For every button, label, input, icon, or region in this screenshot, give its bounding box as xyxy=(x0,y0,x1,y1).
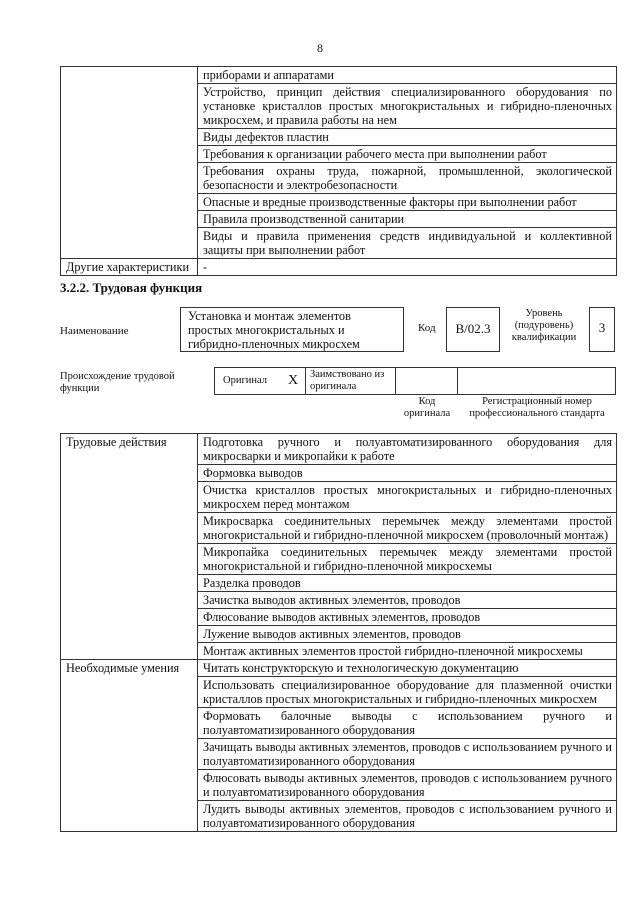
row-text: Лудить выводы активных элементов, проводов с использованием ручного и полуавтоматизированного оборудования xyxy=(198,801,617,832)
labor-actions-table xyxy=(60,433,617,832)
table-row xyxy=(61,708,617,739)
row-label xyxy=(61,84,198,129)
row-text: Устройство, принцип действия специализированного оборудования по установке кристаллов простых многокристальных и гибридно-пленочных микросхем, и правила работы на нем xyxy=(198,84,617,129)
table-row xyxy=(61,228,617,259)
row-label: Необходимые умения xyxy=(61,660,198,677)
table-row xyxy=(61,660,617,677)
table-row xyxy=(61,513,617,544)
row-label xyxy=(61,465,198,482)
row-label xyxy=(61,739,198,770)
divider-2 xyxy=(395,368,396,394)
table-row xyxy=(61,211,617,228)
row-label xyxy=(61,228,198,259)
table-row xyxy=(61,643,617,660)
borrowed-label: Заимствовано из оригинала xyxy=(310,369,385,392)
row-label xyxy=(61,575,198,592)
row-label xyxy=(61,129,198,146)
divider-1 xyxy=(305,368,306,394)
row-label xyxy=(61,677,198,708)
row-text: - xyxy=(198,259,617,276)
table-row xyxy=(61,129,617,146)
row-text: Флюсование выводов активных элементов, проводов xyxy=(198,609,617,626)
table-row xyxy=(61,434,617,465)
row-text: Виды дефектов пластин xyxy=(198,129,617,146)
row-label xyxy=(61,592,198,609)
table-row xyxy=(61,465,617,482)
divider-3 xyxy=(457,368,458,394)
row-text: Опасные и вредные производственные факторы при выполнении работ xyxy=(198,194,617,211)
level-value: 3 xyxy=(598,320,606,335)
table-row xyxy=(61,84,617,129)
table-row xyxy=(61,67,617,84)
row-text: Разделка проводов xyxy=(198,575,617,592)
table-row xyxy=(61,770,617,801)
table-row xyxy=(61,592,617,609)
row-label xyxy=(61,482,198,513)
row-text: Зачищать выводы активных элементов, проводов с использованием ручного и полуавтоматизированного оборудования xyxy=(198,739,617,770)
original-mark: X xyxy=(288,373,299,388)
row-label xyxy=(61,146,198,163)
row-label xyxy=(61,211,198,228)
row-text: Читать конструкторскую и технологическую документацию xyxy=(198,660,617,677)
row-text: Монтаж активных элементов простой гибридно-пленочной микросхемы xyxy=(198,643,617,660)
row-text: Формовка выводов xyxy=(198,465,617,482)
origin-box xyxy=(214,367,616,395)
knowledge-table-continued xyxy=(60,66,617,276)
table-row xyxy=(61,801,617,832)
row-label xyxy=(61,643,198,660)
table-row xyxy=(61,163,617,194)
row-label: Другие характеристики xyxy=(61,259,198,276)
table-row xyxy=(61,146,617,163)
row-label xyxy=(61,609,198,626)
table-row xyxy=(61,609,617,626)
table-row xyxy=(61,544,617,575)
row-text: Микросварка соединительных перемычек между элементами простой многокристальной и гибридно-пленочной микросхем (проволочный монтаж) xyxy=(198,513,617,544)
row-label: Трудовые действия xyxy=(61,434,198,465)
code-original-label: Код оригинала xyxy=(403,396,451,419)
row-label xyxy=(61,801,198,832)
origin-label: Происхождение трудовой функции xyxy=(60,371,175,394)
table-row xyxy=(61,482,617,513)
name-label: Наименование xyxy=(60,325,129,337)
row-text: приборами и аппаратами xyxy=(198,67,617,84)
row-text: Правила производственной санитарии xyxy=(198,211,617,228)
table-row xyxy=(61,194,617,211)
row-label xyxy=(61,544,198,575)
row-text: Формовать балочные выводы с использованием ручного и полуавтоматизированного оборудования xyxy=(198,708,617,739)
code-value: В/02.3 xyxy=(455,321,491,336)
original-label: Оригинал xyxy=(223,375,267,386)
table-row xyxy=(61,259,617,276)
row-label xyxy=(61,67,198,84)
level-box xyxy=(589,307,615,352)
row-label xyxy=(61,513,198,544)
table-row xyxy=(61,677,617,708)
row-text: Зачистка выводов активных элементов, проводов xyxy=(198,592,617,609)
row-label xyxy=(61,626,198,643)
function-name-box xyxy=(180,307,404,352)
row-text: Лужение выводов активных элементов, проводов xyxy=(198,626,617,643)
code-label: Код xyxy=(418,322,436,334)
row-text: Подготовка ручного и полуавтоматизированного оборудования для микросварки и микропайки к работе xyxy=(198,434,617,465)
row-label xyxy=(61,194,198,211)
table-row xyxy=(61,626,617,643)
row-text: Флюсовать выводы активных элементов, проводов с использованием ручного и полуавтоматизированного оборудования xyxy=(198,770,617,801)
function-name-value: Установка и монтаж элементов простых многокристальных и гибридно-пленочных микросхем xyxy=(188,309,360,351)
row-text: Использовать специализированное оборудование для плазменной очистки кристаллов простых многокристальных и гибридно-пленочных микросхем xyxy=(198,677,617,708)
code-box xyxy=(446,307,500,352)
row-label xyxy=(61,163,198,194)
row-text: Микропайка соединительных перемычек между элементами простой многокристальной и гибридно-пленочной микросхемы xyxy=(198,544,617,575)
row-label xyxy=(61,708,198,739)
reg-number-label: Регистрационный номер профессионального стандарта xyxy=(469,396,605,419)
table-row xyxy=(61,575,617,592)
row-text: Требования к организации рабочего места при выполнении работ xyxy=(198,146,617,163)
table-row xyxy=(61,739,617,770)
row-text: Виды и правила применения средств индивидуальной и коллективной защиты при выполнении работ xyxy=(198,228,617,259)
row-label xyxy=(61,770,198,801)
row-text: Требования охраны труда, пожарной, промышленной, экологической безопасности и электробезопасности xyxy=(198,163,617,194)
page-number: 8 xyxy=(317,41,323,55)
section-title: 3.2.2. Трудовая функция xyxy=(60,280,203,295)
level-label: Уровень (подуровень) квалификации xyxy=(511,308,577,343)
row-text: Очистка кристаллов простых многокристальных и гибридно-пленочных микросхем перед монтажом xyxy=(198,482,617,513)
